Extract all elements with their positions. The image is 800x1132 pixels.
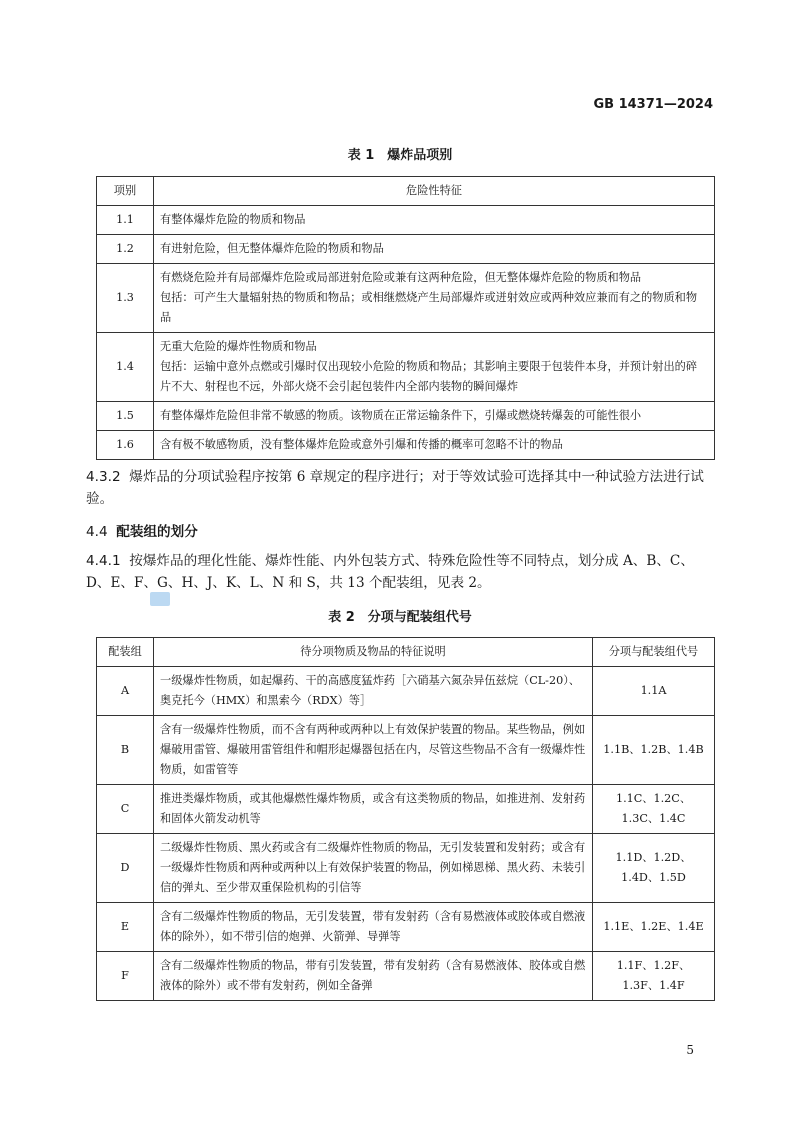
table-row <box>97 834 715 903</box>
section-text: 爆炸品的分项试验程序按第 6 章规定的程序进行；对于等效试验可选择其中一种试验方法进行试验。 <box>86 469 704 507</box>
table-row <box>97 716 715 785</box>
description-line: 无重大危险的爆炸性物质和物品 <box>160 340 317 353</box>
group-cell: E <box>97 903 154 952</box>
table2-header-row <box>97 638 715 667</box>
codes-cell: 1.1F、1.2F、1.3F、1.4F <box>593 952 715 1001</box>
group-cell: A <box>97 667 154 716</box>
section-number: 4.4 <box>86 524 108 540</box>
description-cell <box>154 264 715 333</box>
group-cell: B <box>97 716 154 785</box>
division-cell: 1.2 <box>97 235 154 264</box>
page-number: 5 <box>686 1043 694 1057</box>
codes-cell: 1.1E、1.2E、1.4E <box>593 903 715 952</box>
table2-header-group: 配装组 <box>97 638 154 667</box>
section-number: 4.3.2 <box>86 469 121 485</box>
description-cell: 二级爆炸性物质、黑火药或含有二级爆炸性物质的物品，无引发装置和发射药；或含有一级爆炸性物质和两种或两种以上有效保护装置的物品，例如梯恩梯、黑火药、未装引信的弹丸、至少带双重保险机构的引信等 <box>154 834 593 903</box>
description-cell: 有整体爆炸危险但非常不敏感的物质。该物质在正常运输条件下，引爆或燃烧转爆轰的可能性很小 <box>154 402 715 431</box>
table-row <box>97 235 715 264</box>
description-cell: 有进射危险，但无整体爆炸危险的物质和物品 <box>154 235 715 264</box>
description-cell: 有整体爆炸危险的物质和物品 <box>154 206 715 235</box>
division-cell: 1.5 <box>97 402 154 431</box>
table-row <box>97 785 715 834</box>
division-cell: 1.3 <box>97 264 154 333</box>
description-cell: 含有极不敏感物质，没有整体爆炸危险或意外引爆和传播的概率可忽略不计的物品 <box>154 431 715 460</box>
section-number: 4.4.1 <box>86 553 121 569</box>
description-cell: 推进类爆炸物质，或其他爆燃性爆炸物质，或含有这类物质的物品，如推进剂、发射药和固体火箭发动机等 <box>154 785 593 834</box>
table-row <box>97 667 715 716</box>
table2-header-description: 待分项物质及物品的特征说明 <box>154 638 593 667</box>
description-cell <box>154 333 715 402</box>
division-cell: 1.6 <box>97 431 154 460</box>
section-text: 按爆炸品的理化性能、爆炸性能、内外包装方式、特殊危险性等不同特点，划分成 A、B、C、D、E、F、G、H、J、K、L、N 和 S，共 13 个配装组，见表 2。 <box>86 553 694 591</box>
description-extra: 包括：可产生大量辐射热的物质和物品；或相继燃烧产生局部爆炸或迸射效应或两种效应兼而有之的物质和物品 <box>160 291 698 324</box>
codes-cell: 1.1C、1.2C、1.3C、1.4C <box>593 785 715 834</box>
codes-cell: 1.1D、1.2D、1.4D、1.5D <box>593 834 715 903</box>
table-row <box>97 402 715 431</box>
table1-header-description: 危险性特征 <box>154 177 715 206</box>
table-row <box>97 903 715 952</box>
description-cell: 一级爆炸性物质，如起爆药、干的高感度猛炸药［六硝基六氮杂异伍兹烷（CL-20）、奥克托今（HMX）和黑索今（RDX）等］ <box>154 667 593 716</box>
codes-cell: 1.1A <box>593 667 715 716</box>
group-cell: C <box>97 785 154 834</box>
watermark-logo <box>150 592 170 606</box>
description-line: 有燃烧危险并有局部爆炸危险或局部迸射危险或兼有这两种危险，但无整体爆炸危险的物质和物品 <box>160 271 642 284</box>
description-extra: 包括：运输中意外点燃或引爆时仅出现较小危险的物质和物品；其影响主要限于包装件本身，并预计射出的碎片不大、射程也不远，外部火烧不会引起包装件内全部内装物的瞬间爆炸 <box>160 360 698 393</box>
description-cell: 含有二级爆炸性物质的物品，带有引发装置，带有发射药（含有易燃液体、胶体或自燃液体的除外）或不带有发射药，例如全备弹 <box>154 952 593 1001</box>
division-cell: 1.1 <box>97 206 154 235</box>
table1-header-row <box>97 177 715 206</box>
section-title: 配装组的划分 <box>116 524 198 540</box>
standard-code: GB 14371—2024 <box>593 97 713 112</box>
table2-header-codes: 分项与配装组代号 <box>593 638 715 667</box>
codes-cell: 1.1B、1.2B、1.4B <box>593 716 715 785</box>
section-4-4-heading <box>86 520 198 540</box>
section-4-4-1 <box>86 550 716 594</box>
table-row <box>97 431 715 460</box>
description-cell: 含有二级爆炸性物质的物品，无引发装置，带有发射药（含有易燃液体或胶体或自燃液体的除外），如不带引信的炮弹、火箭弹、导弹等 <box>154 903 593 952</box>
table2-title: 表 2 分项与配装组代号 <box>328 610 472 625</box>
table-row <box>97 952 715 1001</box>
table-row <box>97 333 715 402</box>
group-cell: D <box>97 834 154 903</box>
table-row <box>97 206 715 235</box>
table1-title: 表 1 爆炸品项别 <box>347 148 453 163</box>
table2 <box>96 637 715 1001</box>
table-row <box>97 264 715 333</box>
table1 <box>96 176 715 460</box>
description-cell: 含有一级爆炸性物质，而不含有两种或两种以上有效保护装置的物品。某些物品，例如爆破用雷管、爆破用雷管组件和帽形起爆器包括在内，尽管这些物品不含有一级爆炸性物质，如雷管等 <box>154 716 593 785</box>
table1-header-division: 项别 <box>97 177 154 206</box>
division-cell: 1.4 <box>97 333 154 402</box>
group-cell: F <box>97 952 154 1001</box>
section-4-3-2 <box>86 466 716 510</box>
